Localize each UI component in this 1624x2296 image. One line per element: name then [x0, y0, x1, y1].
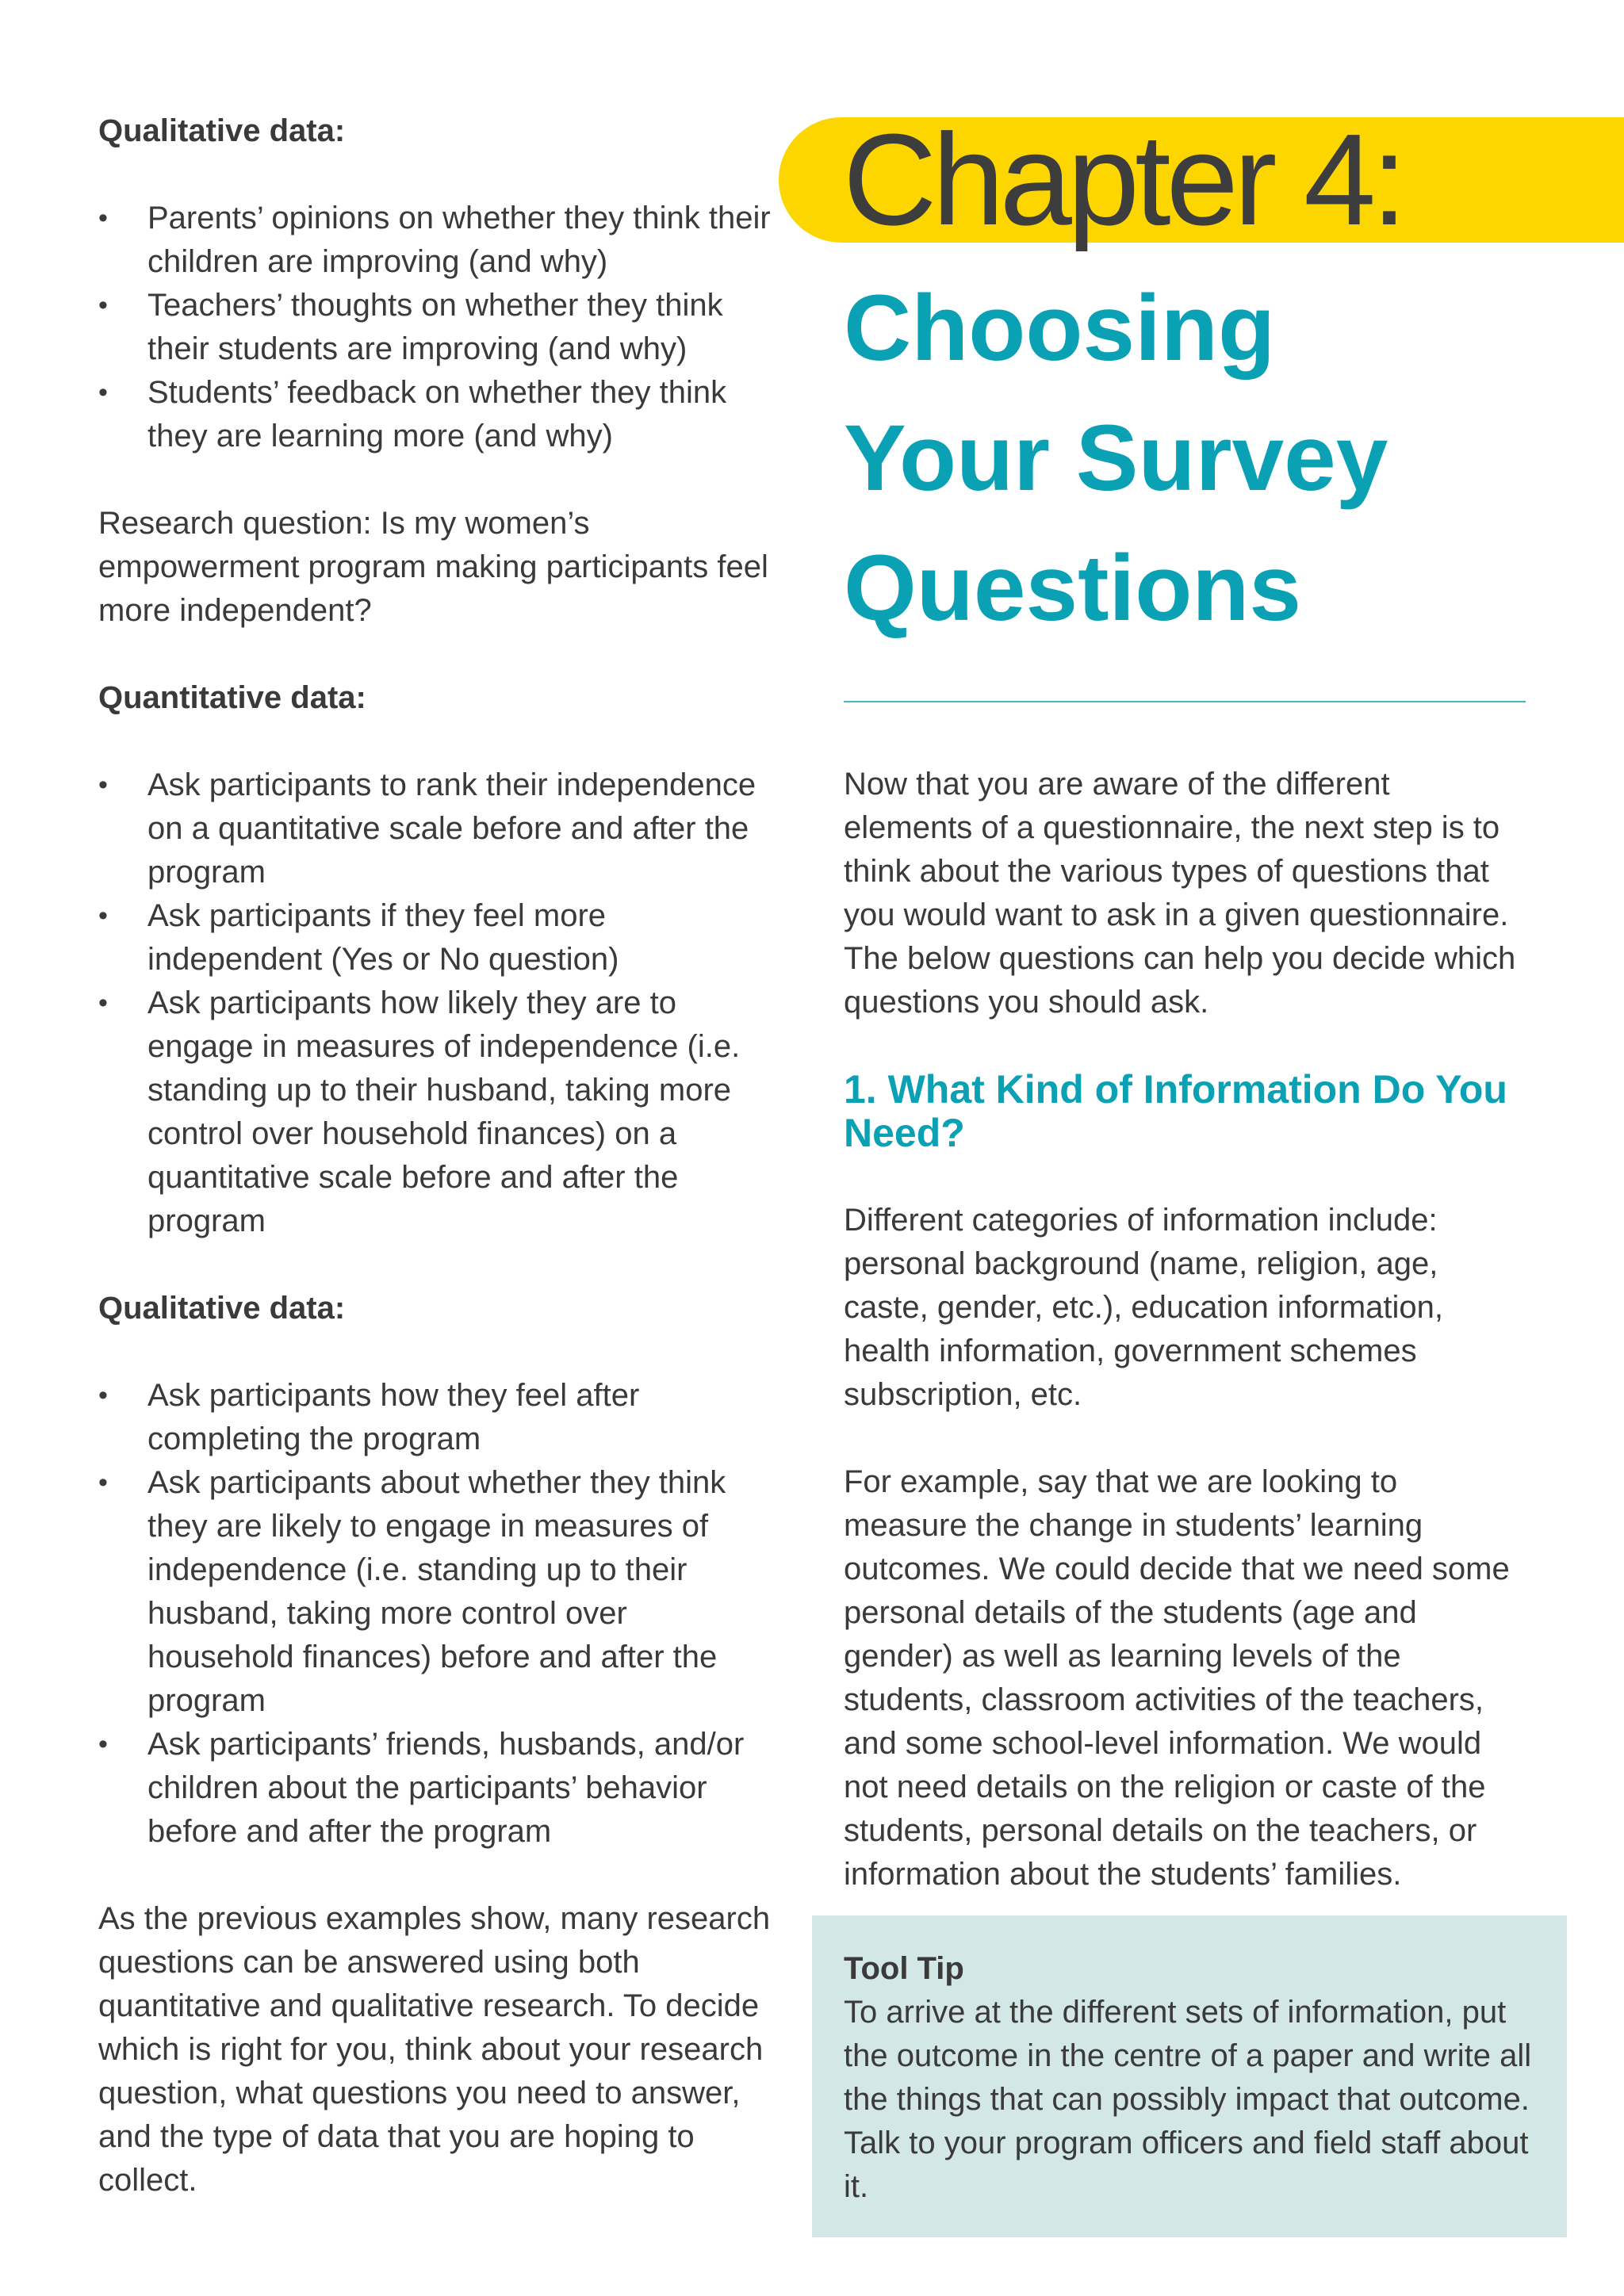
qualitative-data-heading: Qualitative data: — [98, 113, 346, 148]
research-question: Research question: Is my women’s empowerment program making participants feel more independent? — [98, 506, 768, 628]
spacer — [98, 1243, 780, 1287]
categories-paragraph: Different categories of information include: personal background (name, religion, age, caste, gender, etc.), education information, health information, government schemes subscription, etc. — [844, 1203, 1443, 1412]
list-item: • Parents’ opinions on whether they think their children are improving (and why) — [98, 197, 780, 284]
closing-paragraph: As the previous examples show, many research questions can be answered using both quantitative and qualitative research. To decide which is right for you, think about your research question, what questions you need to answer, and the type of data that you are hoping to collect. — [98, 1901, 771, 2198]
list-item: • Students’ feedback on whether they think they are learning more (and why) — [98, 371, 780, 458]
list-item: • Ask participants how likely they are to engage in measures of independence (i.e. standing up to their husband, taking more control over household finances) on a quantitative scale before and after the program — [98, 982, 780, 1243]
spacer — [844, 1417, 1526, 1460]
chapter-label: Chapter 4: — [843, 107, 1403, 252]
tool-tip-box — [812, 1915, 1567, 2237]
spacer — [98, 153, 780, 197]
spacer — [98, 1854, 780, 1897]
list-item: • Teachers’ thoughts on whether they think their students are improving (and why) — [98, 284, 780, 371]
tool-tip-content — [844, 1947, 1542, 2209]
quantitative-data-heading: Quantitative data: — [98, 680, 366, 715]
list-item: • Ask participants to rank their independence on a quantitative scale before and after the program — [98, 763, 780, 894]
tool-tip-body: To arrive at the different sets of information, put the outcome in the centre of a paper and write all the things that can possibly impact that outcome. Talk to your program officers and field staff about it. — [844, 1995, 1532, 2204]
intro-paragraph: Now that you are aware of the different elements of a questionnaire, the next step is to think about the various types of questions that you would want to ask in a given questionnaire. The below questions can help you decide which questions you should ask. — [844, 767, 1516, 1020]
divider — [844, 701, 1526, 702]
tool-tip-title: Tool Tip — [844, 1951, 964, 1986]
list-item: • Ask participants if they feel more independent (Yes or No question) — [98, 894, 780, 982]
chapter-title-line: Questions — [844, 536, 1301, 641]
example-paragraph: For example, say that we are looking to measure the change in students’ learning outcomes. We could decide that we need some personal details of the students (age and gender) as well as learning levels of the students, classroom activities of the teachers, and some school-level information. We would not need details on the religion or caste of the students, personal details on the teachers, or information about the students’ families. — [844, 1464, 1510, 1892]
chapter-title-line: Your Survey — [844, 406, 1388, 511]
chapter-title — [844, 263, 1557, 653]
list-item: • Ask participants how they feel after completing the program — [98, 1374, 780, 1461]
spacer — [844, 1024, 1526, 1068]
spacer — [98, 1330, 780, 1374]
spacer — [844, 1155, 1526, 1199]
qualitative-list — [98, 197, 780, 458]
list-item: • Ask participants about whether they think they are likely to engage in measures of independence (i.e. standing up to their husband, taking more control over household finances) before and after the program — [98, 1461, 780, 1723]
spacer — [98, 633, 780, 676]
chapter-title-line: Choosing — [844, 276, 1276, 381]
list-item: • Ask participants’ friends, husbands, and/or children about the participants’ behavior before and after the program — [98, 1723, 780, 1854]
right-column — [844, 763, 1526, 1896]
spacer — [98, 720, 780, 763]
qualitative-data-heading-2: Qualitative data: — [98, 1291, 346, 1326]
left-column — [98, 109, 780, 2202]
qualitative-list-2 — [98, 1374, 780, 1854]
section-heading: 1. What Kind of Information Do You Need? — [844, 1067, 1507, 1155]
quantitative-list — [98, 763, 780, 1243]
spacer — [98, 458, 780, 502]
